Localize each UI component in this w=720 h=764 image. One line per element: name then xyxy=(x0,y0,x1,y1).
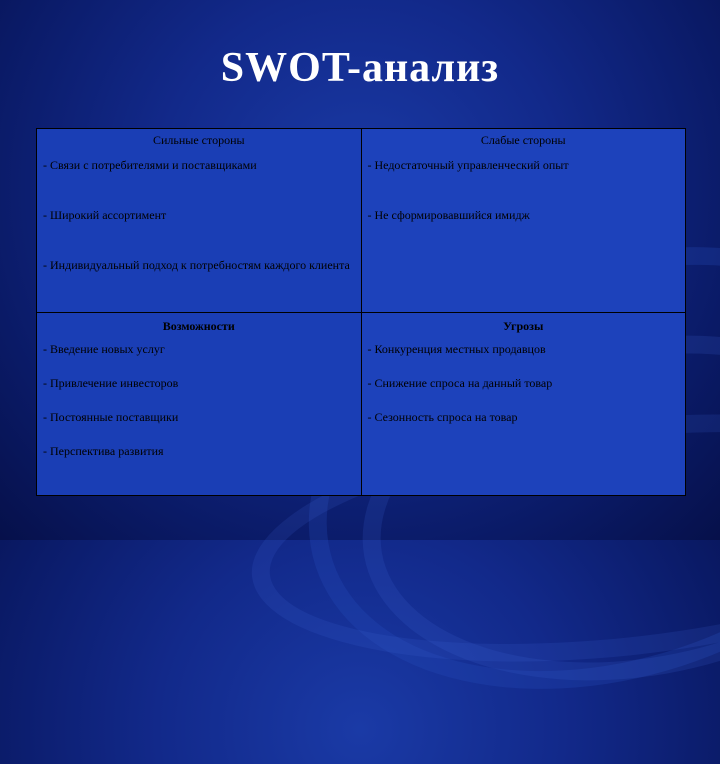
threats-heading: Угрозы xyxy=(503,318,544,333)
strength-item: - Связи с потребителями и поставщиками xyxy=(43,158,257,172)
weakness-item: - Недостаточный управленческий опыт xyxy=(367,158,569,172)
threat-item: - Снижение спроса на данный товар xyxy=(367,375,553,390)
threat-item: - Сезонность спроса на товар xyxy=(367,409,518,424)
weakness-item: - Не сформировавшийся имидж xyxy=(367,208,530,222)
swot-table xyxy=(36,128,686,496)
opportunity-item: - Перспектива развития xyxy=(43,443,164,458)
strength-item: - Индивидуальный подход к потребностям каждого клиента xyxy=(43,258,350,272)
threats-cell xyxy=(361,312,686,496)
strengths-cell xyxy=(37,129,362,313)
opportunity-item: - Постоянные поставщики xyxy=(43,409,179,424)
opportunities-cell xyxy=(37,312,362,496)
opportunity-item: - Привлечение инвесторов xyxy=(43,375,179,390)
strength-item: - Широкий ассортимент xyxy=(43,208,167,222)
weaknesses-heading: Слабые стороны xyxy=(480,133,566,147)
opportunity-item: - Введение новых услуг xyxy=(43,341,165,356)
slide-title: SWOT-анализ xyxy=(220,45,500,91)
threat-item: - Конкуренция местных продавцов xyxy=(367,341,546,356)
strengths-heading: Сильные стороны xyxy=(152,133,245,147)
weaknesses-cell xyxy=(361,129,686,313)
opportunities-heading: Возможности xyxy=(162,318,235,333)
